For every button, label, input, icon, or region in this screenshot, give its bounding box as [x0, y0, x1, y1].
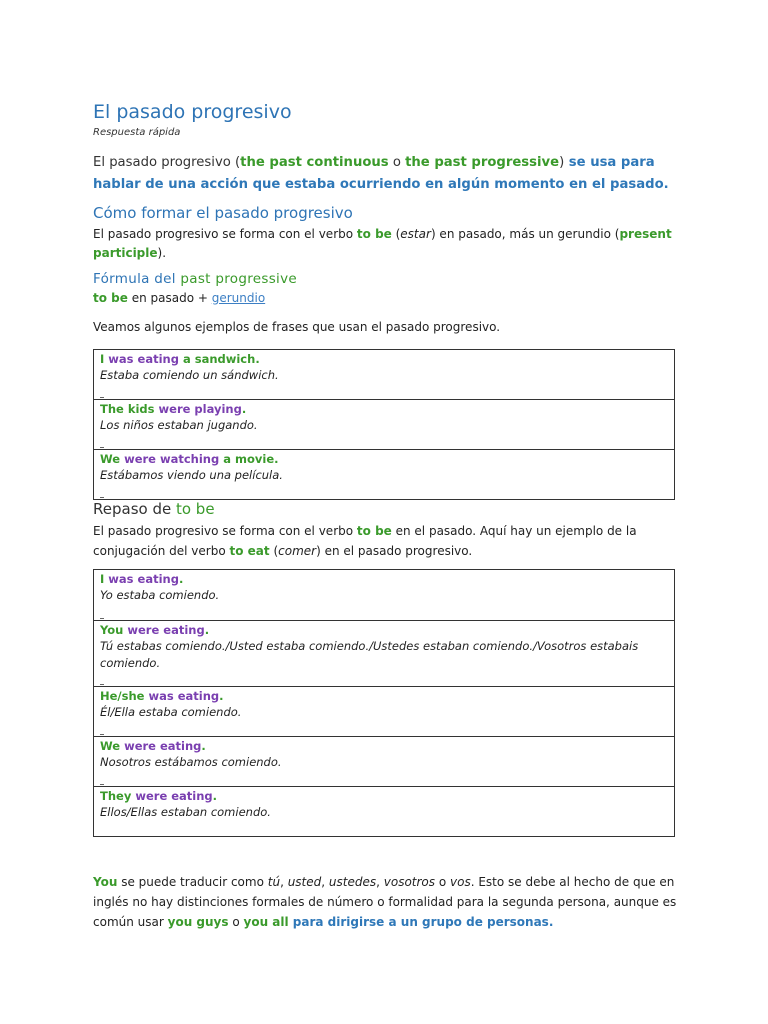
gerundio-link[interactable]: gerundio — [211, 291, 266, 305]
table-row: He/she was eating. Él/Ella estaba comiendo. — [94, 686, 674, 736]
conjugation-table — [93, 569, 675, 837]
heading-formula: Fórmula del past progressive — [93, 271, 297, 287]
table-row: You were eating. Tú estabas comiendo./Usted estaba comiendo./Ustedes estaban comiendo./Vosotros estabais comiendo. — [94, 620, 674, 686]
paragraph-you-note: You se puede traducir como tú, usted, ustedes, vosotros o vos. Esto se debe al hecho de que en inglés no hay distinciones formales de número o formalidad para la segunda persona, aunque es común usar you guys o you all para dirigirse a un grupo de personas. — [93, 875, 677, 929]
paragraph-repaso: El pasado progresivo se forma con el verbo to be en el pasado. Aquí hay un ejemplo de la conjugación del verbo to eat (comer) en el pasado progresivo. — [93, 524, 637, 558]
paragraph-veamos: Veamos algunos ejemplos de frases que usan el pasado progresivo. — [93, 320, 501, 334]
page-subtitle: Respuesta rápida — [93, 127, 181, 138]
page-title: El pasado progresivo — [93, 101, 292, 123]
table-row: We were eating. Nosotros estábamos comiendo. — [94, 736, 674, 786]
table-row: I was eating a sandwich. Estaba comiendo un sándwich. — [94, 350, 674, 399]
heading-repaso: Repaso de to be — [93, 500, 215, 518]
intro-paragraph: El pasado progresivo (the past continuous o the past progressive) se usa para hablar de una acción que estaba ocurriendo en algún momento en el pasado. — [93, 155, 669, 192]
table-row: We were watching a movie. Estábamos viendo una película. — [94, 449, 674, 499]
formula-line: to be en pasado + gerundio — [93, 291, 266, 305]
table-row: I was eating. Yo estaba comiendo. — [94, 570, 674, 620]
examples-table — [93, 349, 675, 500]
paragraph-como-formar: El pasado progresivo se forma con el verbo to be (estar) en pasado, más un gerundio (present participle). — [93, 227, 672, 260]
table-row: The kids were playing. Los niños estaban jugando. — [94, 399, 674, 449]
heading-como-formar: Cómo formar el pasado progresivo — [93, 204, 353, 222]
table-row: They were eating. Ellos/Ellas estaban comiendo. — [94, 786, 674, 836]
